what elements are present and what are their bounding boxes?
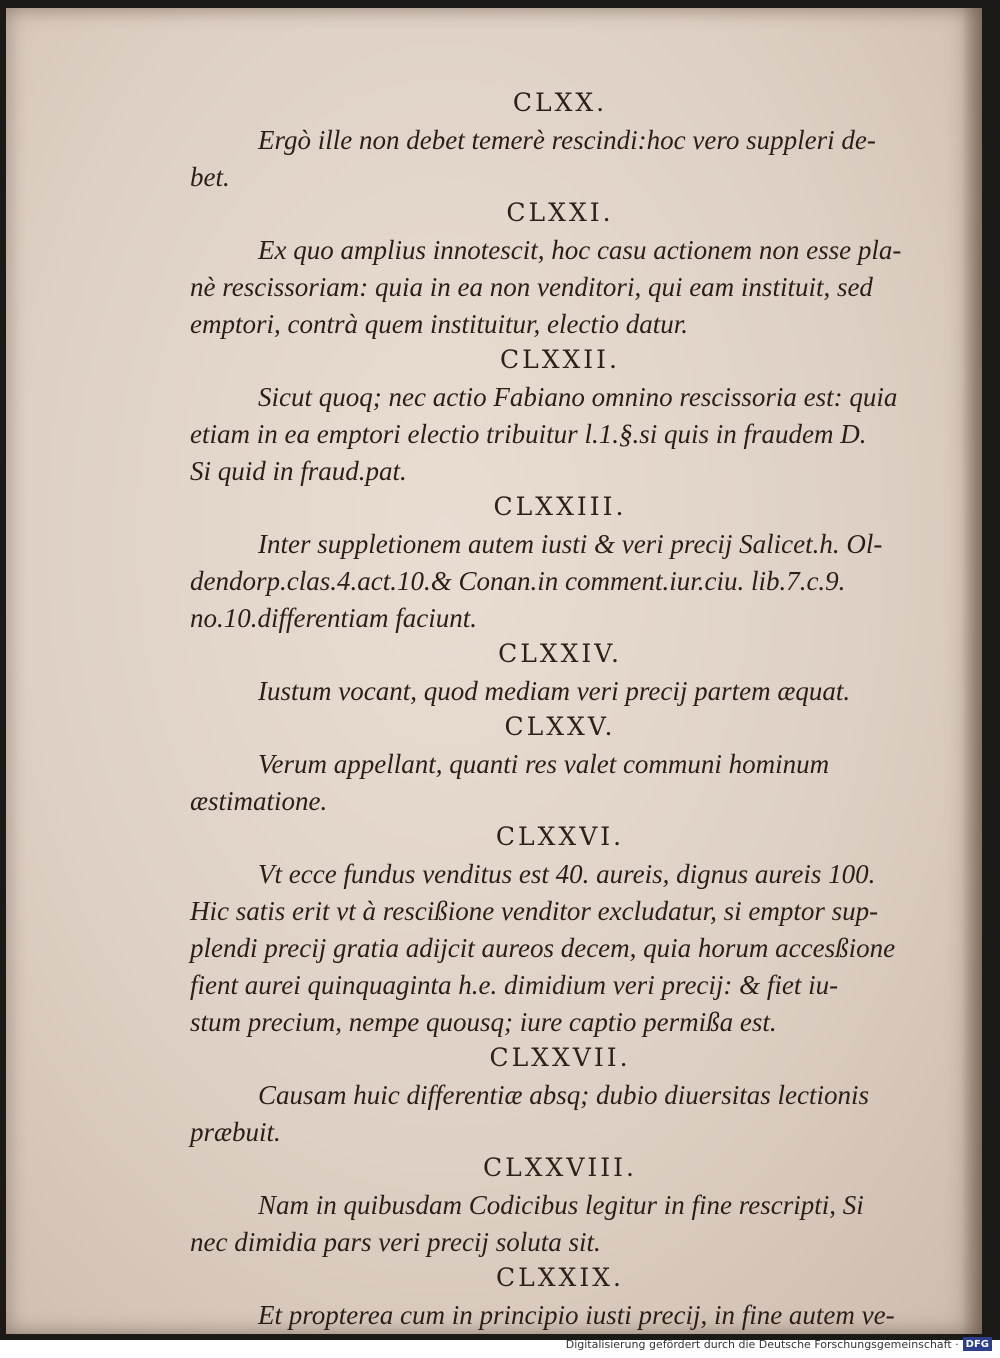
- text-line: no.10.differentiam faciunt.: [190, 603, 477, 633]
- text-line: stum precium, nempe quousq; iure captio permißa est.: [190, 1007, 777, 1037]
- text-line: etiam in ea emptori electio tribuitur l.1.§.si quis in fraudem D.: [190, 419, 867, 449]
- text-line: Nam in quibusdam Codicibus legitur in fine rescripti, Si: [258, 1190, 864, 1220]
- text-line: Inter suppletionem autem iusti & veri precij Salicet.h. Ol-: [258, 529, 883, 559]
- text-line: Hic satis erit vt à rescißione venditor excludatur, si emptor sup-: [190, 896, 879, 926]
- text-line: nec dimidia pars veri precij soluta sit.: [190, 1227, 601, 1257]
- text-line: Ex quo amplius innotescit, hoc casu actionem non esse pla-: [258, 235, 902, 265]
- text-line: fient aurei quinquaginta h.e. dimidium veri precij: & fiet iu-: [190, 970, 839, 1000]
- text-line: emptori, contrà quem instituitur, electio datur.: [190, 309, 688, 339]
- section-heading: CLXXI.: [506, 198, 614, 227]
- section-heading: CLXXII.: [499, 345, 621, 374]
- dfg-logo: DFG: [963, 1337, 992, 1351]
- text-line: Si quid in fraud.pat.: [190, 456, 407, 486]
- text-line: Et propterea cum in principio iusti precij, in fine autem ve-: [258, 1300, 895, 1330]
- text-line: Verum appellant, quanti res valet communi hominum: [258, 749, 830, 779]
- text-line: Sicut quoq; nec actio Fabiano omnino rescissoria est: quia: [258, 382, 898, 412]
- text-line: plendi precij gratia adijcit aureos decem, quia horum accesßione: [190, 933, 896, 963]
- section-heading: CLXXV.: [504, 712, 616, 741]
- section-heading: CLXXVII.: [489, 1043, 631, 1072]
- text-line: Causam huic differentiæ absq; dubio diuersitas lectionis: [258, 1080, 869, 1110]
- section-heading: CLXXVIII.: [483, 1153, 637, 1182]
- text-line: Vt ecce fundus venditus est 40. aureis, dignus aureis 100.: [258, 859, 876, 889]
- section-heading: CLXX.: [512, 88, 608, 117]
- section-heading: CLXXIV.: [498, 639, 622, 668]
- text-line: præbuit.: [190, 1117, 281, 1147]
- footer: [566, 1336, 992, 1352]
- section-heading: CLXXVI.: [495, 822, 625, 851]
- text-line: Ergò ille non debet temerè rescindi:hoc vero suppleri de-: [258, 125, 876, 155]
- text-line: æstimatione.: [190, 786, 328, 816]
- section-heading: CLXXIX.: [496, 1263, 624, 1292]
- footer-credit: Digitalisierung gefördert durch die Deutsche Forschungsgemeinschaft ·: [565, 1337, 959, 1351]
- section-heading: CLXXIII.: [493, 492, 627, 521]
- page-text: [190, 86, 930, 1334]
- text-line: dendorp.clas.4.act.10.& Conan.in comment.iur.ciu. lib.7.c.9.: [190, 566, 846, 596]
- text-line: nè rescissoriam: quia in ea non venditori, qui eam instituit, sed: [190, 272, 873, 302]
- text-line: bet.: [190, 162, 230, 192]
- text-line: Iustum vocant, quod mediam veri precij partem æquat.: [258, 676, 851, 706]
- page-spine-shadow: [962, 8, 982, 1334]
